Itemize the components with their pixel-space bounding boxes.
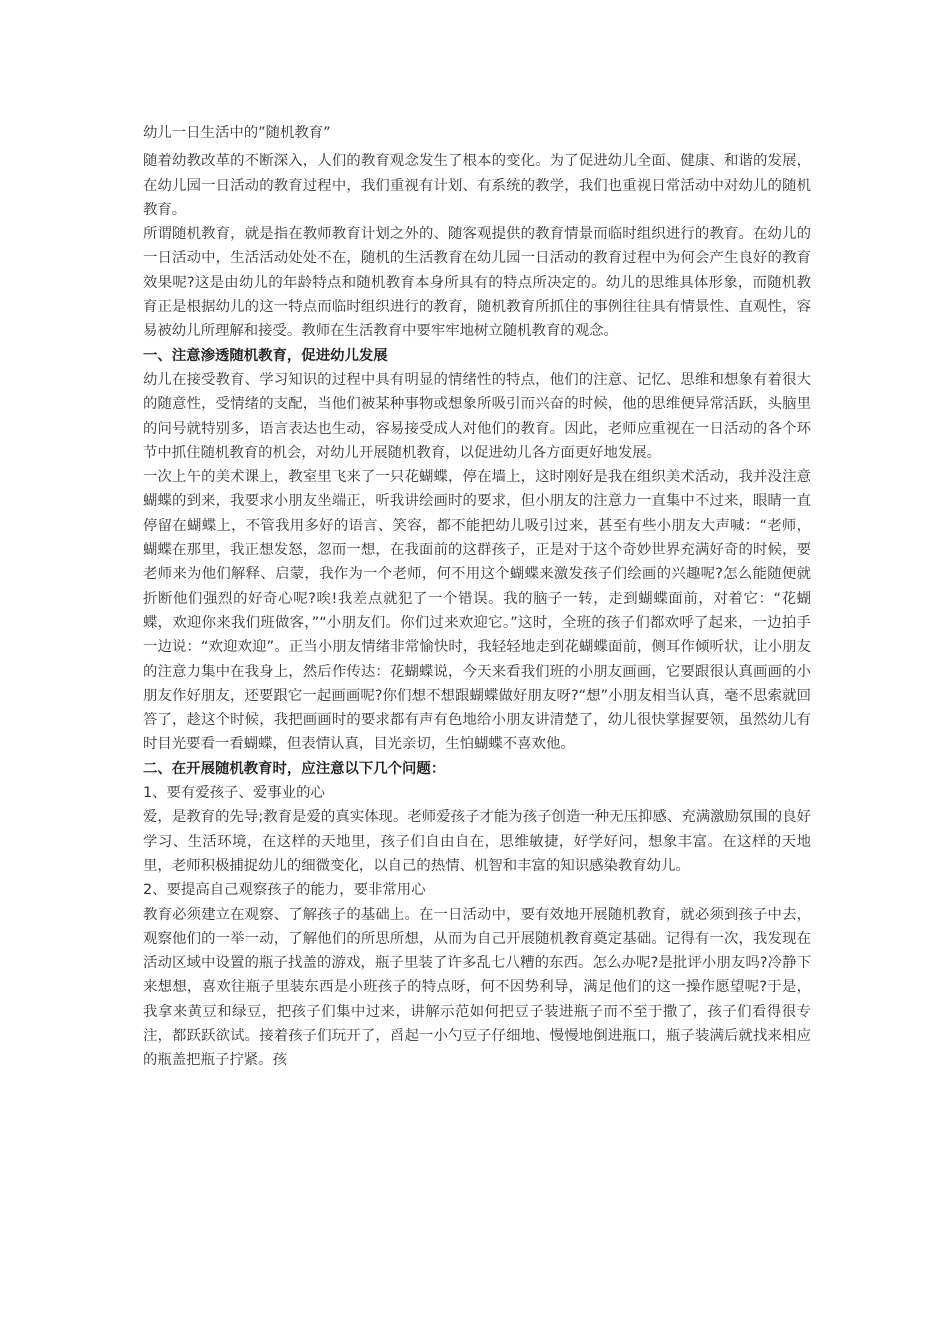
section-heading-1: 一、注意渗透随机教育，促进幼儿发展	[143, 347, 388, 364]
section-heading-2: 二、在开展随机教育时，应注意以下几个问题：	[143, 760, 446, 777]
paragraph-love: 爱，是教育的先导;教育是爱的真实体现。老师爱孩子才能为孩子创造一种无压抑感、充满激励氛围的良好学习、生活环境，在这样的天地里，孩子们自由自在，思维敏捷，好学好问，想象丰富。在这样的天地里，老师积极捕捉幼儿的细微变化，以自己的热情、机智和丰富的知识感染教育幼儿。	[143, 809, 811, 874]
paragraph-emotion: 幼儿在接受教育、学习知识的过程中具有明显的情绪性的特点，他们的注意、记忆、思维和想象有着很大的随意性，受情绪的支配，当他们被某种事物或想象所吸引而兴奋的时候，他的思维便异常活跃，头脑里的问号就特别多，语言表达也生动，容易接受成人对他们的教育。因此，老师应重视在一日活动的各个环节中抓住随机教育的机会，对幼儿开展随机教育，以促进幼儿各方面更好地发展。	[143, 371, 811, 461]
paragraph-definition: 所谓随机教育，就是指在教师教育计划之外的、随客观提供的教育情景而临时组织进行的教育。在幼儿的一日活动中，生活活动处处不在，随机的生活教育在幼儿园一日活动的教育过程中为何会产生良好的教育效果呢?这是由幼儿的年龄特点和随机教育本身所具有的特点所决定的。幼儿的思维具体形象，而随机教育正是根据幼儿的这一特点而临时组织进行的教育，随机教育所抓住的事例往往具有情景性、直观性，容易被幼儿所理解和接受。教师在生活教育中要牢牢地树立随机教育的观念。	[143, 226, 811, 340]
paragraph-butterfly-story: 一次上午的美术课上，教室里飞来了一只花蝴蝶，停在墙上，这时刚好是我在组织美术活动，我并没注意蝴蝶的到来，我要求小朋友坐端正，听我讲绘画时的要求，但小朋友的注意力一直集中不过来，眼睛一直停留在蝴蝶上，不管我用多好的语言、笑容，都不能把幼儿吸引过来，甚至有些小朋友大声喊：“老师，蝴蝶在那里，我正想发怒，忽而一想，在我面前的这群孩子，正是对于这个奇妙世界充满好奇的时候，要老师来为他们解释、启蒙，我作为一个老师，何不用这个蝴蝶来激发孩子们绘画的兴趣呢?怎么能随便就折断他们强烈的好奇心呢?唉!我差点就犯了一个错误。我的脑子一转，走到蝴蝶面前，对着它：“花蝴蝶，欢迎你来我们班做客，”“小朋友们。你们过来欢迎它。”这时，全班的孩子们都欢呼了起来，一边拍手一边说：“欢迎欢迎”。正当小朋友情绪非常愉快时，我轻轻地走到花蝴蝶面前，侧耳作倾听状，让小朋友的注意力集中在我身上，然后作传达：花蝴蝶说，今天来看我们班的小朋友画画，它要跟很认真画画的小朋友作好朋友，还要跟它一起画画呢?你们想不想跟蝴蝶做好朋友呀?“想”小朋友相当认真，毫不思索就回答了，趁这个时候，我把画画时的要求都有声有色地给小朋友讲清楚了，幼儿很快掌握要领，虽然幼儿有时目光要看一看蝴蝶，但表情认真，目光亲切，生怕蝴蝶不喜欢他。	[143, 469, 811, 753]
subheading-observe: 2、要提高自己观察孩子的能力，要非常用心	[143, 882, 426, 899]
document-title: 幼儿一日生活中的”随机教育”	[143, 125, 331, 141]
paragraph-intro: 随着幼教改革的不断深入，人们的教育观念发生了根本的变化。为了促进幼儿全面、健康、和谐的发展，在幼儿园一日活动的教育过程中，我们重视有计划、有系统的教学，我们也重视日常活动中对幼儿的随机教育。	[143, 153, 811, 218]
document-body	[143, 121, 811, 1073]
subheading-love: 1、要有爱孩子、爱事业的心	[143, 785, 325, 802]
paragraph-observe: 教育必须建立在观察、了解孩子的基础上。在一日活动中，要有效地开展随机教育，就必须到孩子中去，观察他们的一举一动，了解他们的所思所想，从而为自己开展随机教育奠定基础。记得有一次，我发现在活动区域中设置的瓶子找盖的游戏，瓶子里装了许多乱七八糟的东西。怎么办呢?是批评小朋友吗?冷静下来想想，喜欢往瓶子里装东西是小班孩子的特点呀，何不因势利导，满足他们的这一操作愿望呢?于是，我拿来黄豆和绿豆，把孩子们集中过来，讲解示范如何把豆子装进瓶子而不至于撒了，孩子们看得很专注，都跃跃欲试。接着孩子们玩开了，舀起一小勺豆子仔细地、慢慢地倒进瓶口，瓶子装满后就找来相应的瓶盖把瓶子拧紧。孩	[143, 906, 811, 1069]
